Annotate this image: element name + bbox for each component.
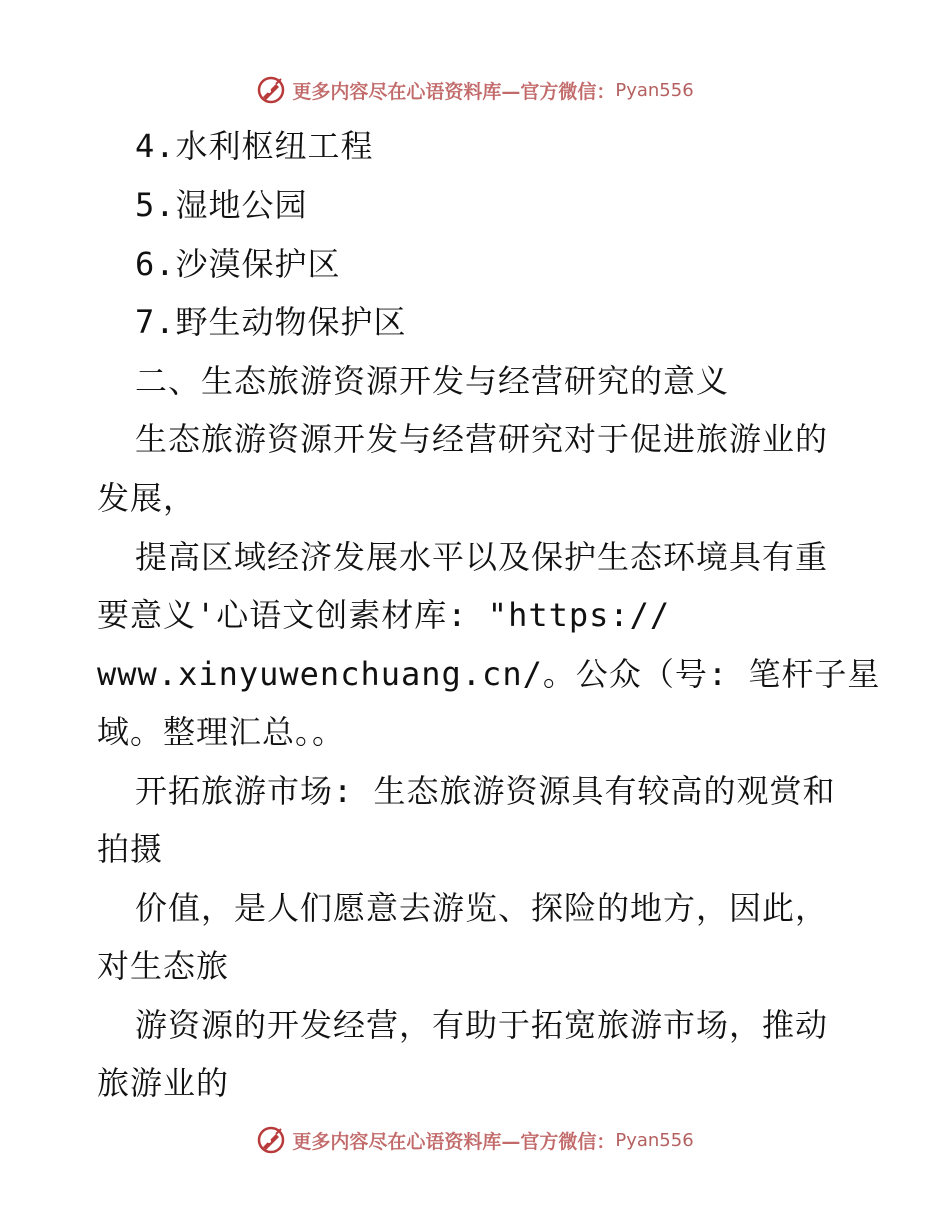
body-line: 旅游业的 <box>97 1064 230 1102</box>
body-line: www.xinyuwenchuang.cn/。公众（号: 笔杆子星 <box>97 655 881 693</box>
section-heading: 二、生态旅游资源开发与经营研究的意义 <box>135 362 730 400</box>
body-line: 要意义'心语文创素材库: "https:// <box>97 596 671 634</box>
footer-banner-wechat: Pyan556 <box>615 1129 694 1151</box>
body-line: 7.野生动物保护区 <box>135 303 407 341</box>
logo-icon <box>256 1125 286 1155</box>
header-banner-wechat: Pyan556 <box>615 79 694 101</box>
body-line: 5.湿地公园 <box>135 186 308 224</box>
body-line: 游资源的开发经营，有助于拓宽旅游市场，推动 <box>135 1006 829 1044</box>
header-banner-text: 更多内容尽在心语资料库—官方微信： <box>292 80 616 103</box>
body-line: 对生态旅 <box>97 947 230 985</box>
body-line: 开拓旅游市场: 生态旅游资源具有较高的观赏和 <box>135 772 836 810</box>
body-line: 生态旅游资源开发与经营研究对于促进旅游业的 <box>135 420 829 458</box>
body-line: 价值，是人们愿意去游览、探险的地方，因此， <box>135 889 829 927</box>
body-line: 提高区域经济发展水平以及保护生态环境具有重 <box>135 538 829 576</box>
body-line: 域。整理汇总。。 <box>97 713 346 751</box>
body-line: 拍摄 <box>97 830 164 868</box>
body-line: 4.水利枢纽工程 <box>135 127 374 165</box>
body-line: 发展， <box>97 479 197 517</box>
body-line: 6.沙漠保护区 <box>135 245 341 283</box>
footer-banner-text: 更多内容尽在心语资料库—官方微信： <box>292 1130 616 1153</box>
footer-banner <box>0 1120 950 1160</box>
